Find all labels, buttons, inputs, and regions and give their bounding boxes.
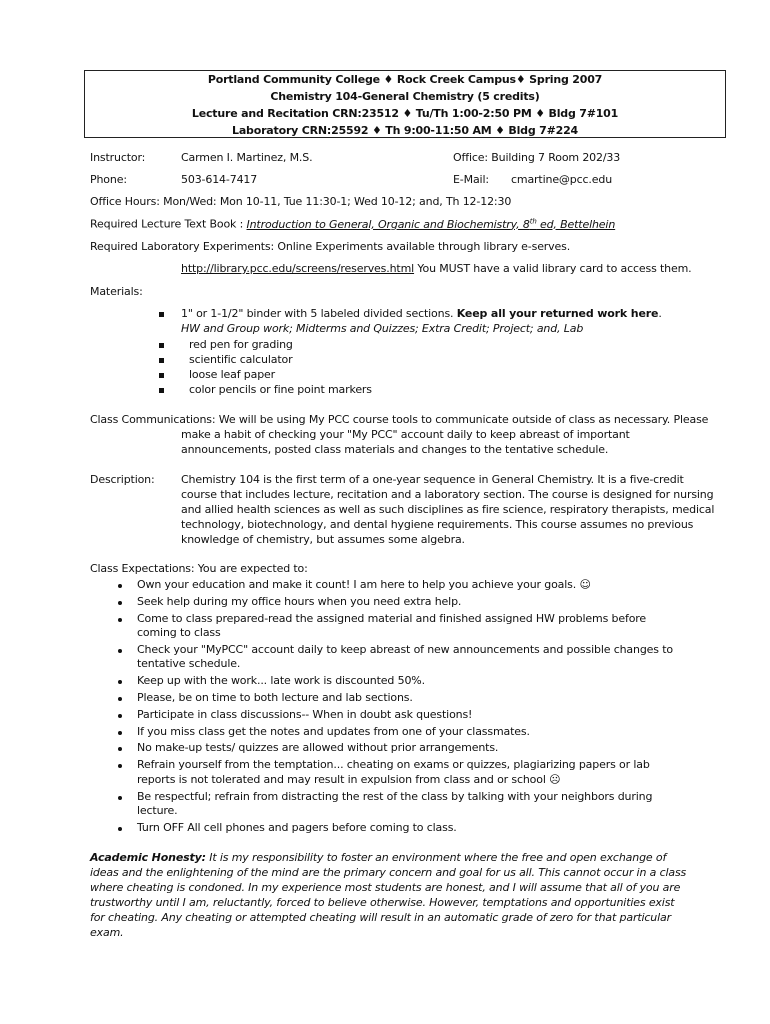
communications-line-3: announcements, posted class materials and changes to the tentative schedule.	[181, 443, 609, 456]
library-reserves-link[interactable]: http://library.pcc.edu/screens/reserves.html	[181, 262, 415, 275]
bullet-dot	[118, 827, 122, 831]
bullet-dot	[118, 796, 122, 800]
email-label: E-Mail:	[453, 173, 489, 186]
description-line: and allied health sciences as well as such disciplines as fire science, respiratory therapists, medical	[181, 503, 715, 516]
expectation-item: Turn OFF All cell phones and pagers before coming to class.	[137, 820, 457, 834]
expectation-item: tentative schedule.	[137, 657, 241, 671]
expectation-item: No make-up tests/ quizzes are allowed without prior arrangements.	[137, 741, 499, 755]
expectation-item: Check your "MyPCC" account daily to keep abreast of new announcements and possible changes to	[137, 642, 673, 656]
bullet-square	[159, 388, 164, 393]
textbook-title: Introduction to General, Organic and Biochemistry, 8th ed, Bettelhein	[246, 217, 616, 231]
lab-experiments-line: Required Laboratory Experiments: Online Experiments available through library e-serves.	[90, 240, 571, 253]
bullet-dot	[118, 731, 122, 735]
library-reserves-line: http://library.pcc.edu/screens/reserves.html You MUST have a valid library card to access them.	[181, 262, 692, 275]
textbook-line	[90, 217, 615, 231]
expectation-item: lecture.	[137, 804, 178, 817]
bullet-square	[159, 373, 164, 378]
office-location: Office: Building 7 Room 202/33	[453, 151, 621, 164]
header-line-lecture: Lecture and Recitation CRN:23512 ♦ Tu/Th 1:00-2:50 PM ♦ Bldg 7#101	[191, 107, 619, 120]
bullet-square	[159, 312, 164, 317]
bullet-dot	[118, 618, 122, 622]
textbook-label: Required Lecture Text Book :	[90, 217, 247, 231]
communications-line-1: Class Communications: We will be using My PCC course tools to communicate outside of class as necessary. Please	[90, 413, 709, 426]
materials-binder-sections: HW and Group work; Midterms and Quizzes; Extra Credit; Project; and, Lab	[181, 322, 584, 335]
expectation-item: Seek help during my office hours when you need extra help.	[137, 594, 462, 608]
description-line: knowledge of chemistry, but assumes some algebra.	[181, 533, 465, 546]
instructor-label: Instructor:	[90, 151, 146, 164]
header-line-course: Chemistry 104-General Chemistry (5 credits)	[270, 90, 540, 103]
header-line-college: Portland Community College ♦ Rock Creek Campus♦ Spring 2007	[207, 73, 603, 86]
email-address[interactable]: cmartine@pcc.edu	[511, 173, 613, 186]
honesty-line: for cheating. Any cheating or attempted cheating will result in an automatic grade of zero for that particular	[90, 911, 671, 924]
materials-label: Materials:	[90, 285, 143, 298]
bullet-dot	[118, 649, 122, 653]
materials-item: scientific calculator	[189, 353, 293, 366]
honesty-first-line: Academic Honesty: It is my responsibility to foster an environment where the free and open exchange of	[90, 851, 667, 864]
description-line: technology, biotechnology, and dental hygiene requirements. This course assumes no previous	[181, 518, 694, 531]
expectation-item: If you miss class get the notes and updates from one of your classmates.	[137, 724, 530, 738]
bullet-dot	[118, 680, 122, 684]
office-hours: Office Hours: Mon/Wed: Mon 10-11, Tue 11:30-1; Wed 10-12; and, Th 12-12:30	[90, 195, 512, 208]
bullet-square	[159, 358, 164, 363]
description-label: Description:	[90, 473, 155, 486]
expectations-heading: Class Expectations: You are expected to:	[90, 562, 308, 575]
expectation-item: Own your education and make it count! I am here to help you achieve your goals. ☺	[137, 578, 591, 591]
honesty-line: ideas and the enlightening of the mind are the primary concern and goal for us all. This cannot occur in a class	[90, 866, 687, 879]
phone-number: 503-614-7417	[181, 173, 258, 186]
bullet-square	[159, 343, 164, 348]
materials-item: color pencils or fine point markers	[189, 383, 372, 396]
expectation-item: reports is not tolerated and may result in expulsion from class and or school ☹	[137, 772, 561, 786]
phone-label: Phone:	[90, 173, 127, 186]
honesty-title: Academic Honesty:	[90, 851, 206, 864]
expectation-item: Participate in class discussions-- When in doubt ask questions!	[137, 707, 473, 721]
bullet-dot	[118, 584, 122, 588]
bullet-dot	[118, 764, 122, 768]
description-line: course that includes lecture, recitation and a laboratory section. The course is designed for nursing	[181, 488, 714, 501]
expectation-item: Refrain yourself from the temptation... cheating on exams or quizzes, plagiarizing papers or lab	[137, 758, 650, 772]
expectation-item: coming to class	[137, 626, 221, 640]
materials-item: red pen for grading	[189, 338, 293, 351]
header-line-lab: Laboratory CRN:25592 ♦ Th 9:00-11:50 AM ♦ Bldg 7#224	[232, 124, 578, 137]
bullet-dot	[118, 601, 122, 605]
description-line: Chemistry 104 is the first term of a one-year sequence in General Chemistry. It is a five-credit	[181, 473, 684, 486]
expectation-item: Please, be on time to both lecture and lab sections.	[137, 691, 413, 704]
materials-item-binder: 1" or 1-1/2" binder with 5 labeled divided sections. Keep all your returned work here.	[181, 307, 662, 320]
expectation-item: Come to class prepared-read the assigned material and finished assigned HW problems before	[137, 611, 647, 625]
communications-line-2: make a habit of checking your "My PCC" account daily to keep abreast of important	[181, 428, 630, 441]
bullet-dot	[118, 697, 122, 701]
materials-item: loose leaf paper	[189, 368, 276, 381]
bullet-dot	[118, 714, 122, 718]
bullet-dot	[118, 747, 122, 751]
honesty-line: trustworthy until I am, reluctantly, forced to believe otherwise. However, temptations and opportunities exist	[90, 896, 675, 909]
expectation-item: Keep up with the work... late work is discounted 50%.	[137, 674, 425, 688]
instructor-name: Carmen I. Martinez, M.S.	[181, 151, 313, 164]
course-header-box	[84, 70, 726, 138]
expectation-item: Be respectful; refrain from distracting the rest of the class by talking with your neighbors during	[137, 789, 653, 803]
honesty-line: where cheating is condoned. In my experience most students are honest, and I will assume that all of you are	[90, 881, 681, 894]
honesty-line: exam.	[90, 926, 124, 939]
